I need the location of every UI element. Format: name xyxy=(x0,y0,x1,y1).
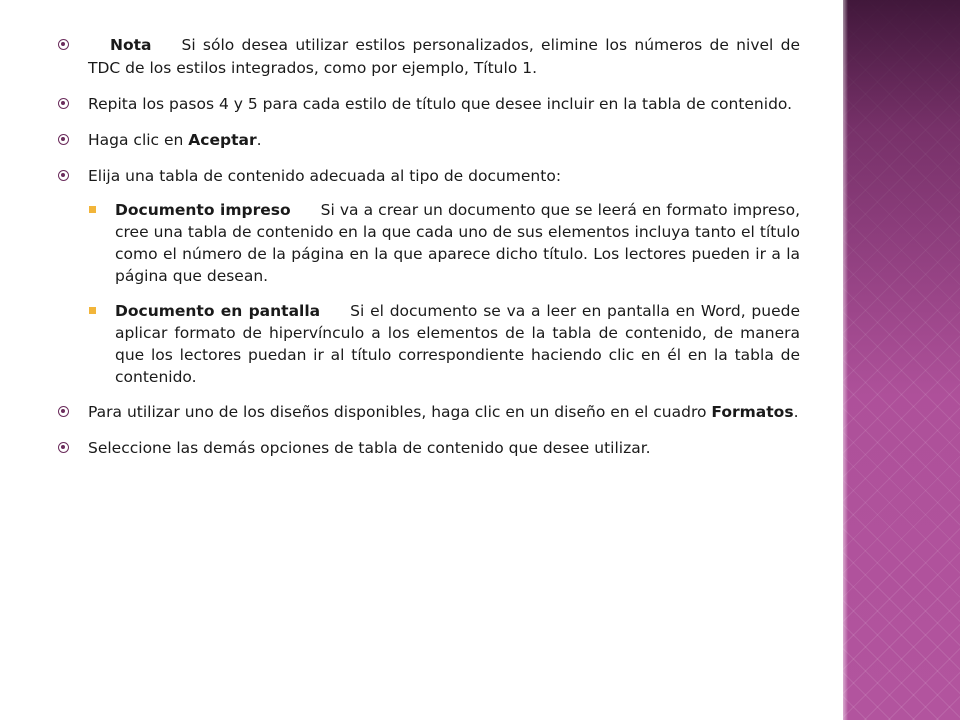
pantalla-label: Documento en pantalla xyxy=(115,302,321,320)
bullet-circle-icon xyxy=(58,406,69,417)
bullet-seleccione xyxy=(58,437,800,460)
para-suffix: . xyxy=(793,403,799,421)
square-bullet-icon xyxy=(89,206,96,213)
bullet-repita xyxy=(58,93,800,116)
decorative-sidebar xyxy=(843,0,960,720)
elija-text: Elija una tabla de contenido adecuada al tipo de documento: xyxy=(88,167,562,185)
bullet-nota xyxy=(58,34,800,80)
bullet-circle-icon xyxy=(58,442,69,453)
bullet-circle-icon xyxy=(58,134,69,145)
haga-prefix: Haga clic en xyxy=(88,131,189,149)
para-bold: Formatos xyxy=(711,403,794,421)
repita-text: Repita los pasos 4 y 5 para cada estilo de título que desee incluir en la tabla de contenido. xyxy=(88,95,793,113)
seleccione-text: Seleccione las demás opciones de tabla de contenido que desee utilizar. xyxy=(88,439,651,457)
impreso-text: Si va a crear un documento que se leerá en formato impreso, cree una tabla de contenido en la que cada uno de sus elementos incluya tanto el título como el número de la página en la que aparece dicho título. Los lectores pueden ir a la página que desean. xyxy=(115,201,800,285)
bullet-circle-icon xyxy=(58,98,69,109)
square-bullet-icon xyxy=(89,307,96,314)
sidebar-edge xyxy=(843,0,848,720)
haga-bold: Aceptar xyxy=(188,131,257,149)
sub-bullet-impreso xyxy=(58,199,800,287)
bullet-circle-icon xyxy=(58,39,69,50)
bullet-elija xyxy=(58,165,800,188)
haga-suffix: . xyxy=(256,131,262,149)
nota-text: Si sólo desea utilizar estilos personalizados, elimine los números de nivel de TDC de los estilos integrados, como por ejemplo, Título 1. xyxy=(88,36,800,77)
slide-content xyxy=(58,34,800,473)
sub-bullet-pantalla xyxy=(58,300,800,388)
impreso-label: Documento impreso xyxy=(115,201,291,219)
pantalla-text: Si el documento se va a leer en pantalla en Word, puede aplicar formato de hipervínculo a los elementos de la tabla de contenido, de manera que los lectores puedan ir al título correspondiente haciendo clic en él en la tabla de contenido. xyxy=(115,302,800,386)
bullet-haga-clic xyxy=(58,129,800,152)
bullet-circle-icon xyxy=(58,170,69,181)
nota-label: Nota xyxy=(110,36,152,54)
bullet-para xyxy=(58,401,800,424)
para-prefix: Para utilizar uno de los diseños disponibles, haga clic en un diseño en el cuadro xyxy=(88,403,712,421)
